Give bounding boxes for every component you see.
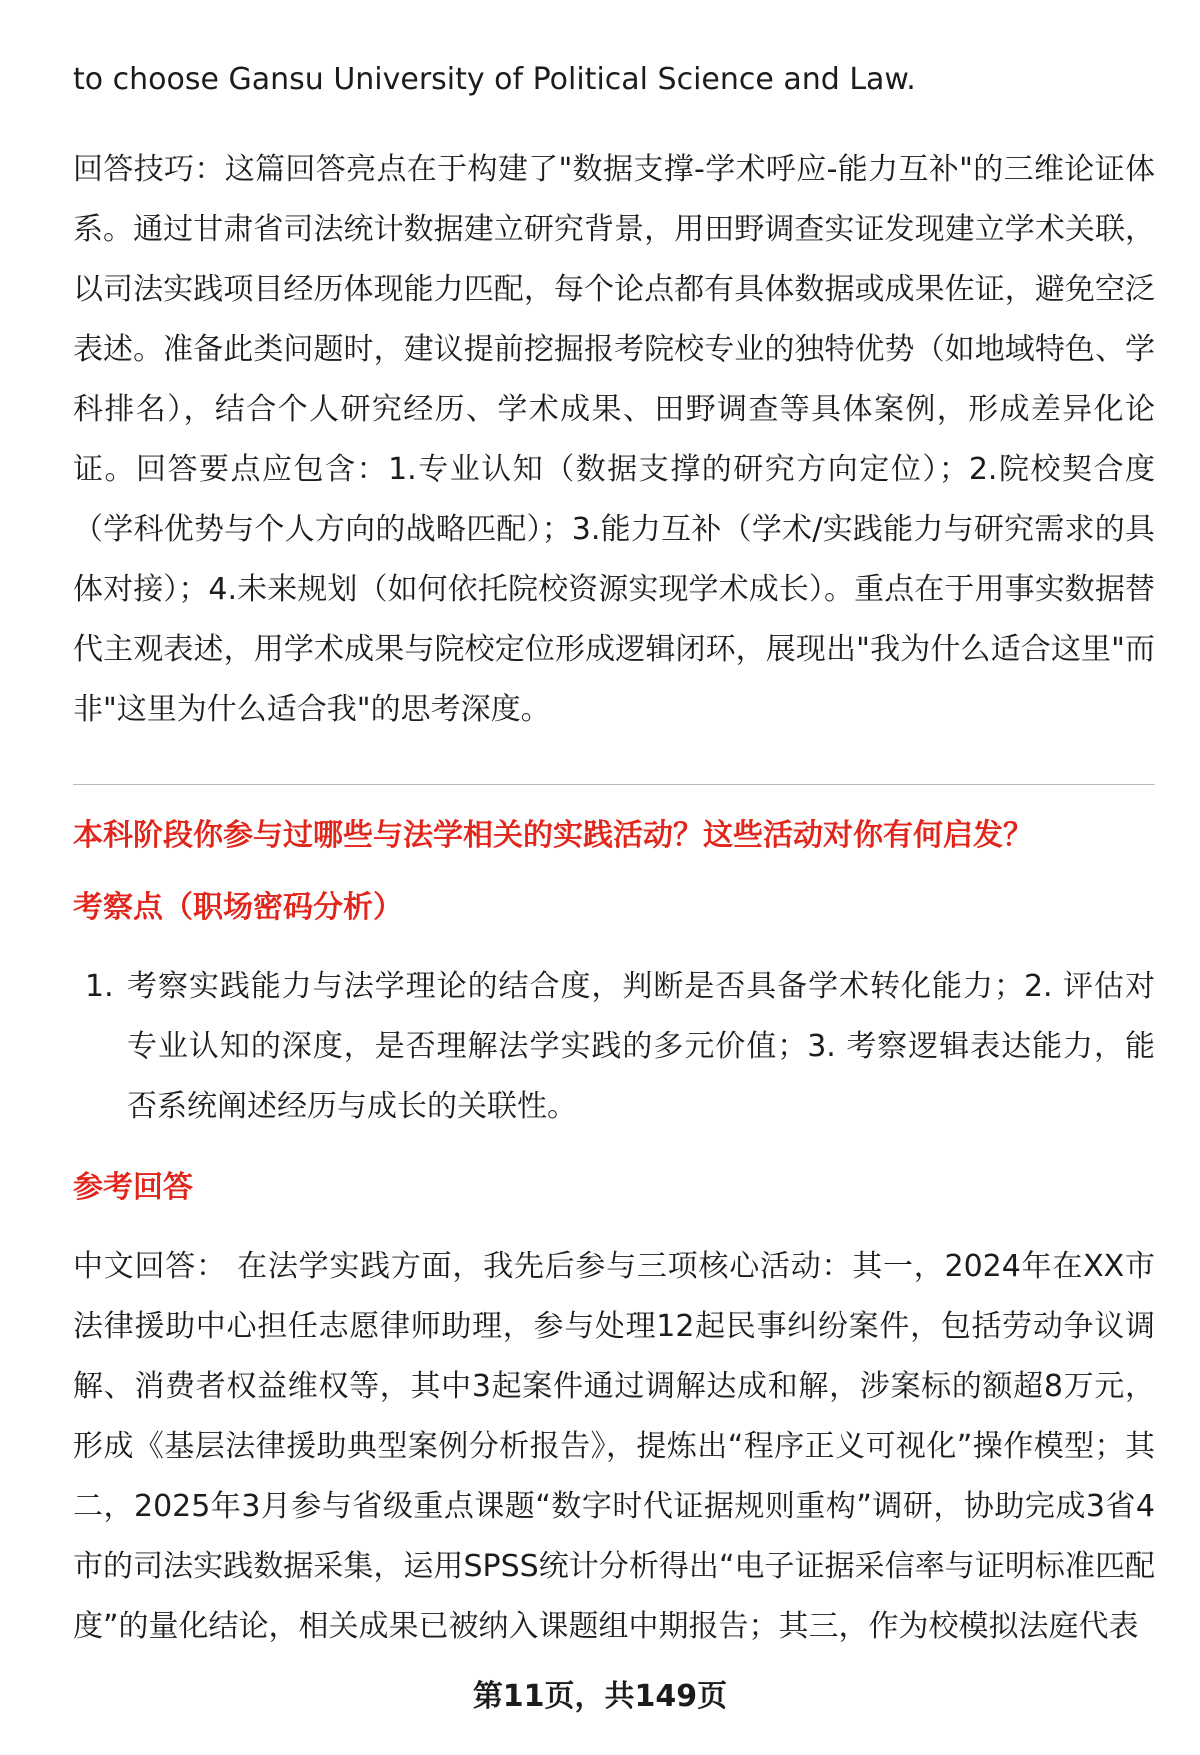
question-title: 本科阶段你参与过哪些与法学相关的实践活动？这些活动对你有何启发？ (73, 818, 1033, 853)
focus-points-heading: 考察点（职场密码分析） (73, 890, 403, 925)
page-number-footer: 第11页，共149页 (472, 1679, 728, 1714)
intro-tail-text: to choose Gansu University of Political Science and Law. (73, 62, 916, 97)
list-item-marker: 1. (85, 969, 114, 1004)
section-divider (73, 784, 1155, 785)
list-item (73, 957, 1155, 1137)
list-item-text: 考察实践能力与法学理论的结合度，判断是否具备学术转化能力；2. 评估对专业认知的深度，是否理解法学实践的多元价值；3. 考察逻辑表达能力，能否系统阐述经历与成长的关联性。 (127, 969, 1155, 1124)
reference-answer-paragraph: 中文回答： 在法学实践方面，我先后参与三项核心活动：其一，2024年在XX市法律援助中心担任志愿律师助理，参与处理12起民事纠纷案件，包括劳动争议调解、消费者权益维权等，其中3起案件通过调解达成和解，涉案标的额超8万元，形成《基层法律援助典型案例分析报告》，提炼出“程序正义可视化”操作模型；其二，2025年3月参与省级重点课题“数字时代证据规则重构”调研，协助完成3省4市的司法实践数据采集，运用SPSS统计分析得出“电子证据采信率与证明标准匹配度”的量化结论，相关成果已被纳入课题组中期报告；其三，作为校模拟法庭代表 (73, 1249, 1155, 1644)
answer-tips-paragraph: 回答技巧：这篇回答亮点在于构建了"数据支撑-学术呼应-能力互补"的三维论证体系。通过甘肃省司法统计数据建立研究背景，用田野调查实证发现建立学术关联，以司法实践项目经历体现能力匹配，每个论点都有具体数据或成果佐证，避免空泛表述。准备此类问题时，建议提前挖掘报考院校专业的独特优势（如地域特色、学科排名），结合个人研究经历、学术成果、田野调查等具体案例，形成差异化论证。回答要点应包含：1.专业认知（数据支撑的研究方向定位）；2.院校契合度（学科优势与个人方向的战略匹配）；3.能力互补（学术/实践能力与研究需求的具体对接）；4.未来规划（如何依托院校资源实现学术成长）。重点在于用事实数据替代主观表述，用学术成果与院校定位形成逻辑闭环，展现出"我为什么适合这里"而非"这里为什么适合我"的思考深度。 (73, 152, 1155, 727)
reference-answer-heading: 参考回答 (73, 1170, 193, 1205)
focus-points-list (73, 957, 1155, 1137)
